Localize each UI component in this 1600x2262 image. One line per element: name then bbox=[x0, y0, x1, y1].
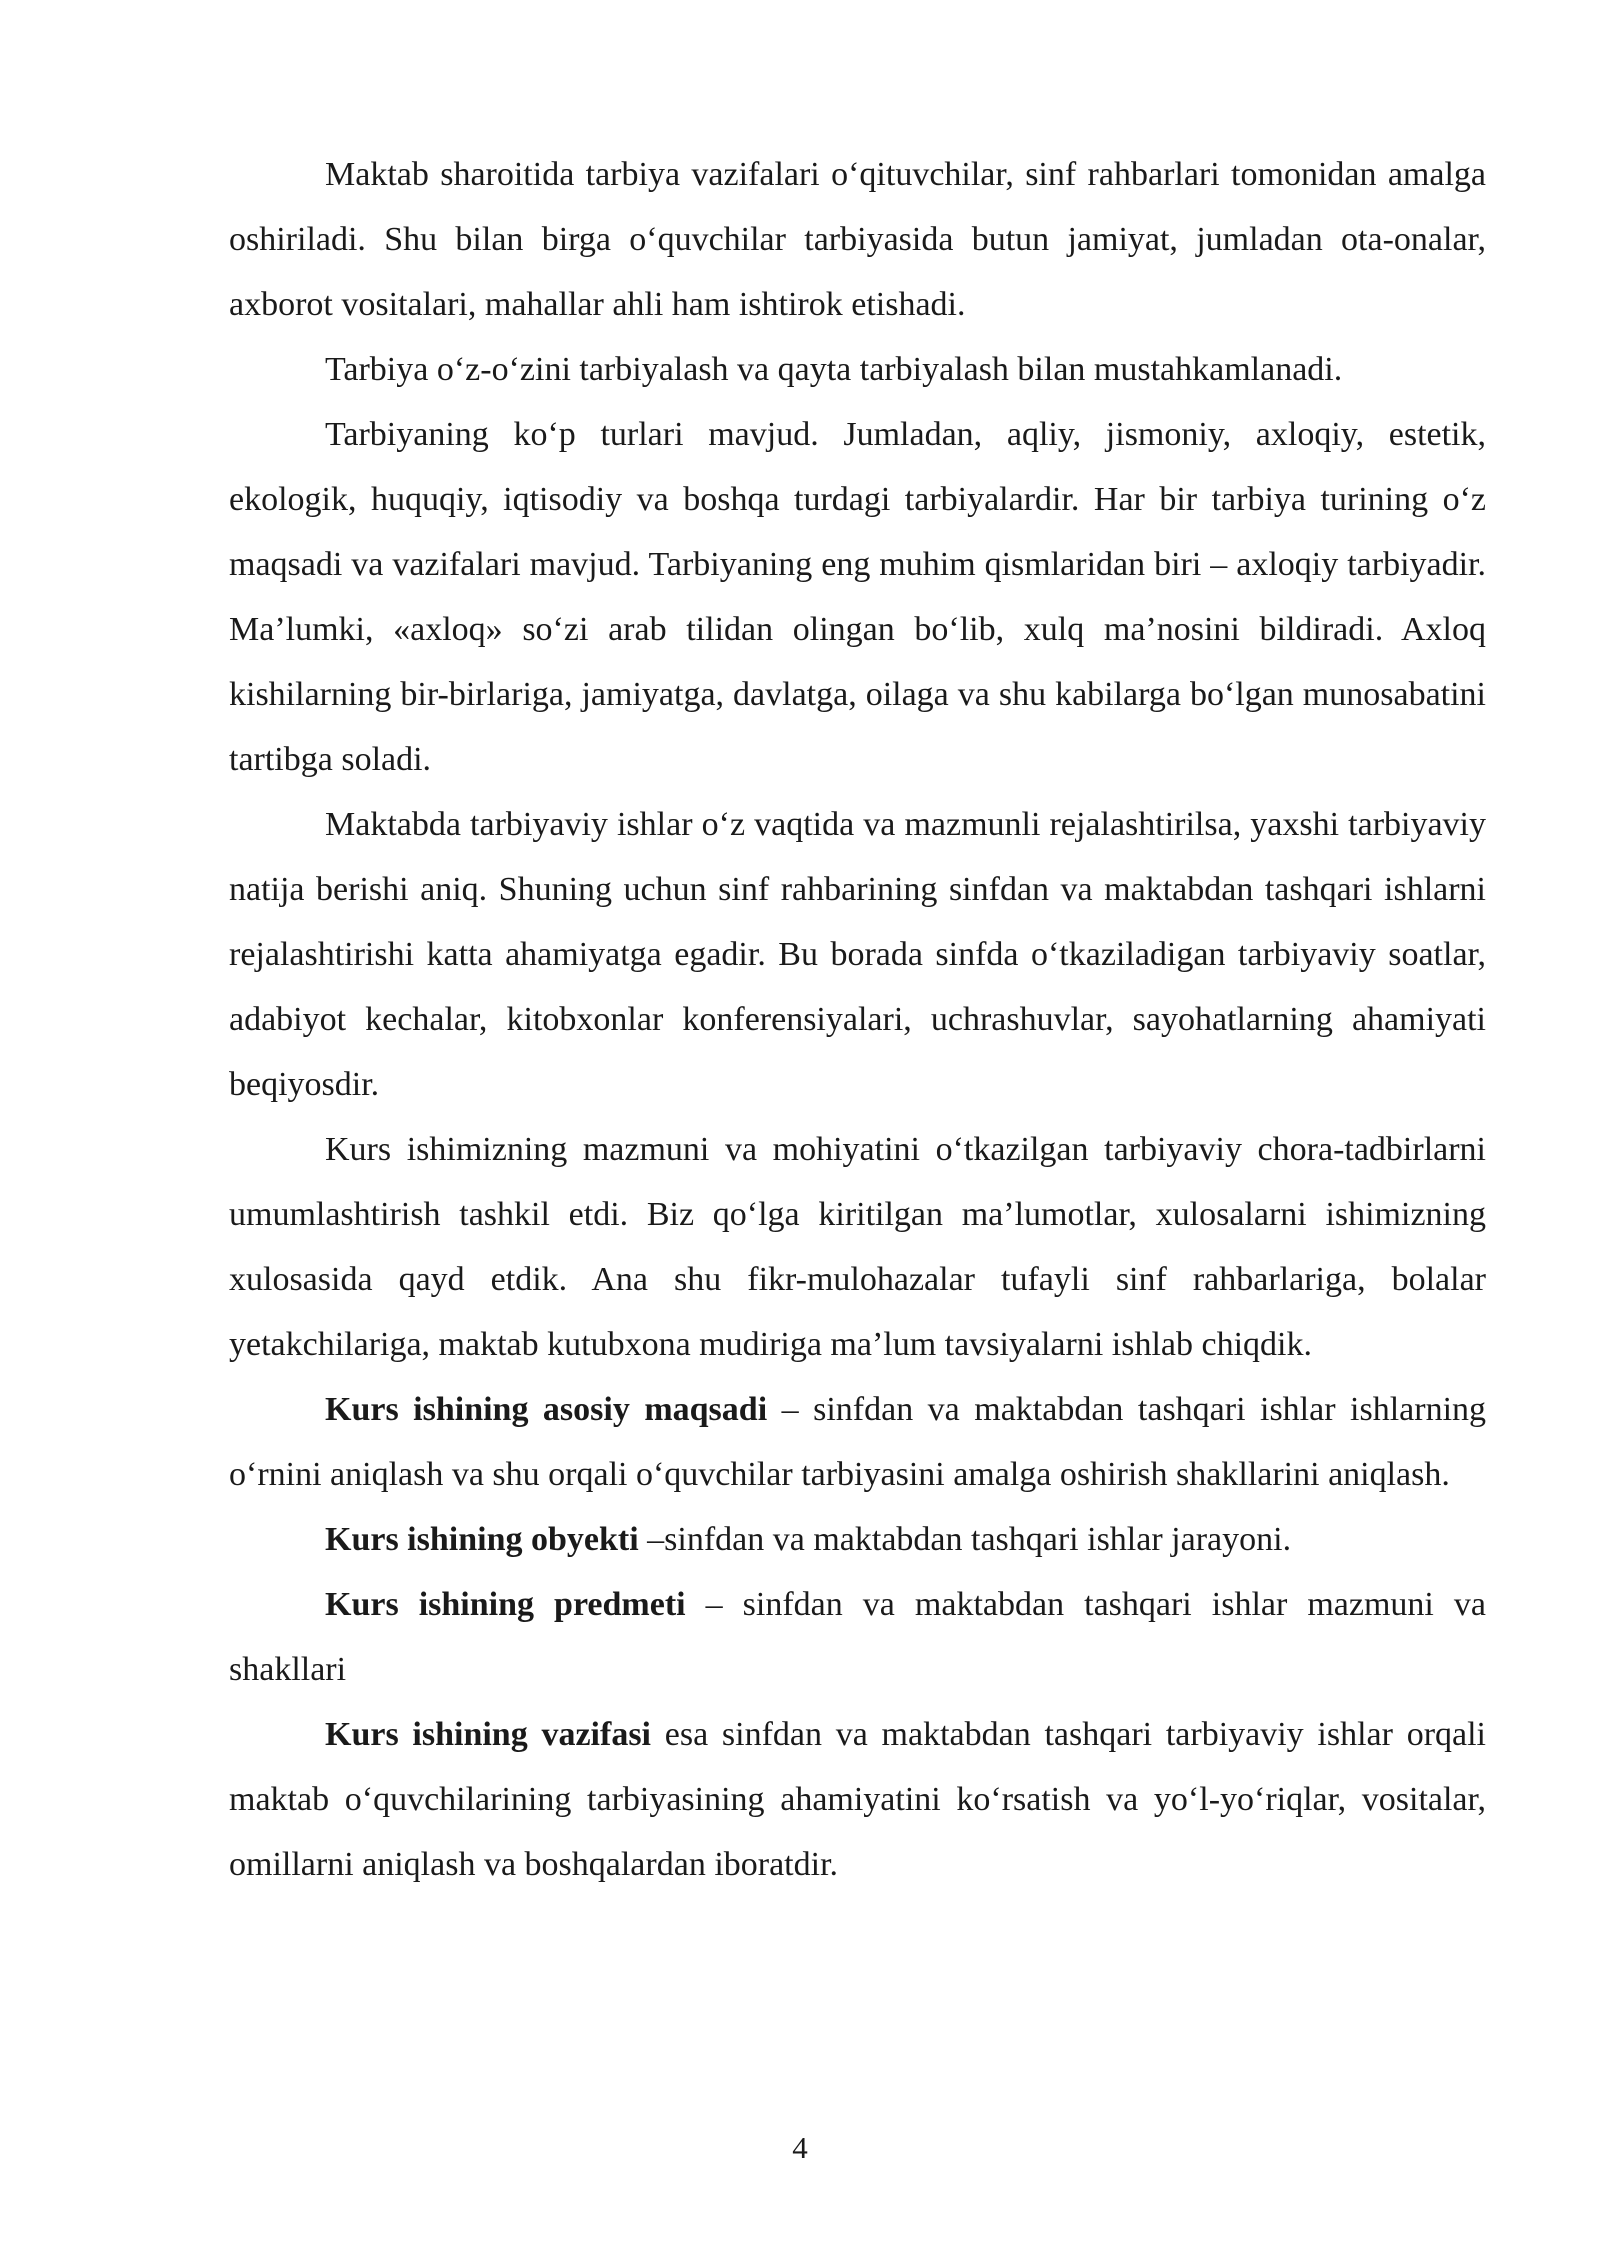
document-body bbox=[229, 142, 1486, 1897]
tasks-text: esa sinfdan va maktabdan tashqari tarbiyaviy ishlar orqali maktab o‘quvchilarining tarbiyasining ahamiyatini ko‘rsatish va yo‘l-yo‘riqlar, vositalar, omillarni aniqlash va boshqalardan iboratdir. bbox=[229, 1716, 1486, 1883]
paragraph-2-text: Tarbiya o‘z-o‘zini tarbiyalash va qayta tarbiyalash bilan mustahkamlanadi. bbox=[325, 351, 1343, 388]
paragraph-5 bbox=[229, 1117, 1486, 1377]
paragraph-tasks bbox=[229, 1702, 1486, 1897]
paragraph-subject bbox=[229, 1572, 1486, 1702]
subject-text: – sinfdan va maktabdan tashqari ishlar mazmuni va shakllari bbox=[229, 1586, 1486, 1688]
paragraph-3 bbox=[229, 402, 1486, 792]
paragraph-5-text: Kurs ishimizning mazmuni va mohiyatini o‘tkazilgan tarbiyaviy chora-tadbirlarni umumlashtirish tashkil etdi. Biz qo‘lga kiritilgan ma’lumotlar, xulosalarni ishimizning xulosasida qayd etdik. Ana shu fikr-mulohazalar tufayli sinf rahbarlariga, bolalar yetakchilariga, maktab kutubxona mudiriga ma’lum tavsiyalarni ishlab chiqdik. bbox=[229, 1131, 1486, 1363]
paragraph-object bbox=[229, 1507, 1486, 1572]
paragraph-3-text: Tarbiyaning ko‘p turlari mavjud. Jumladan, aqliy, jismoniy, axloqiy, estetik, ekologik, huquqiy, iqtisodiy va boshqa turdagi tarbiyalardir. Har bir tarbiya turining o‘z maqsadi va vazifalari mavjud. Tarbiyaning eng muhim qismlaridan biri – axloqiy tarbiyadir. Ma’lumki, «axloq» so‘zi arab tilidan olingan bo‘lib, xulq ma’nosini bildiradi. Axloq kishilarning bir-birlariga, jamiyatga, davlatga, oilaga va shu kabilarga bo‘lgan munosabatini tartibga soladi. bbox=[229, 416, 1486, 778]
object-text: –sinfdan va maktabdan tashqari ishlar jarayoni. bbox=[638, 1521, 1292, 1558]
subject-heading: Kurs ishining predmeti bbox=[325, 1586, 686, 1623]
paragraph-1-text: Maktab sharoitida tarbiya vazifalari o‘qituvchilar, sinf rahbarlari tomonidan amalga oshiriladi. Shu bilan birga o‘quvchilar tarbiyasida butun jamiyat, jumladan ota-onalar, axborot vositalari, mahallar ahli ham ishtirok etishadi. bbox=[229, 156, 1486, 323]
paragraph-aim bbox=[229, 1377, 1486, 1507]
paragraph-4 bbox=[229, 792, 1486, 1117]
paragraph-2 bbox=[229, 337, 1486, 402]
page-number: 4 bbox=[792, 2130, 808, 2165]
object-heading: Kurs ishining obyekti bbox=[325, 1521, 639, 1558]
aim-text: – sinfdan va maktabdan tashqari ishlar ishlarning o‘rnini aniqlash va shu orqali o‘quvchilar tarbiyasini amalga oshirish shakllarini aniqlash. bbox=[229, 1391, 1487, 1493]
paragraph-1 bbox=[229, 142, 1486, 337]
aim-heading: Kurs ishining asosiy maqsadi bbox=[325, 1391, 768, 1428]
tasks-heading: Kurs ishining vazifasi bbox=[325, 1716, 651, 1753]
paragraph-4-text: Maktabda tarbiyaviy ishlar o‘z vaqtida va mazmunli rejalashtirilsa, yaxshi tarbiyaviy natija berishi aniq. Shuning uchun sinf rahbarining sinfdan va maktabdan tashqari ishlarni rejalashtirishi katta ahamiyatga egadir. Bu borada sinfda o‘tkaziladigan tarbiyaviy soatlar, adabiyot kechalar, kitobxonlar konferensiyalari, uchrashuvlar, sayohatlarning ahamiyati beqiyosdir. bbox=[229, 806, 1486, 1103]
